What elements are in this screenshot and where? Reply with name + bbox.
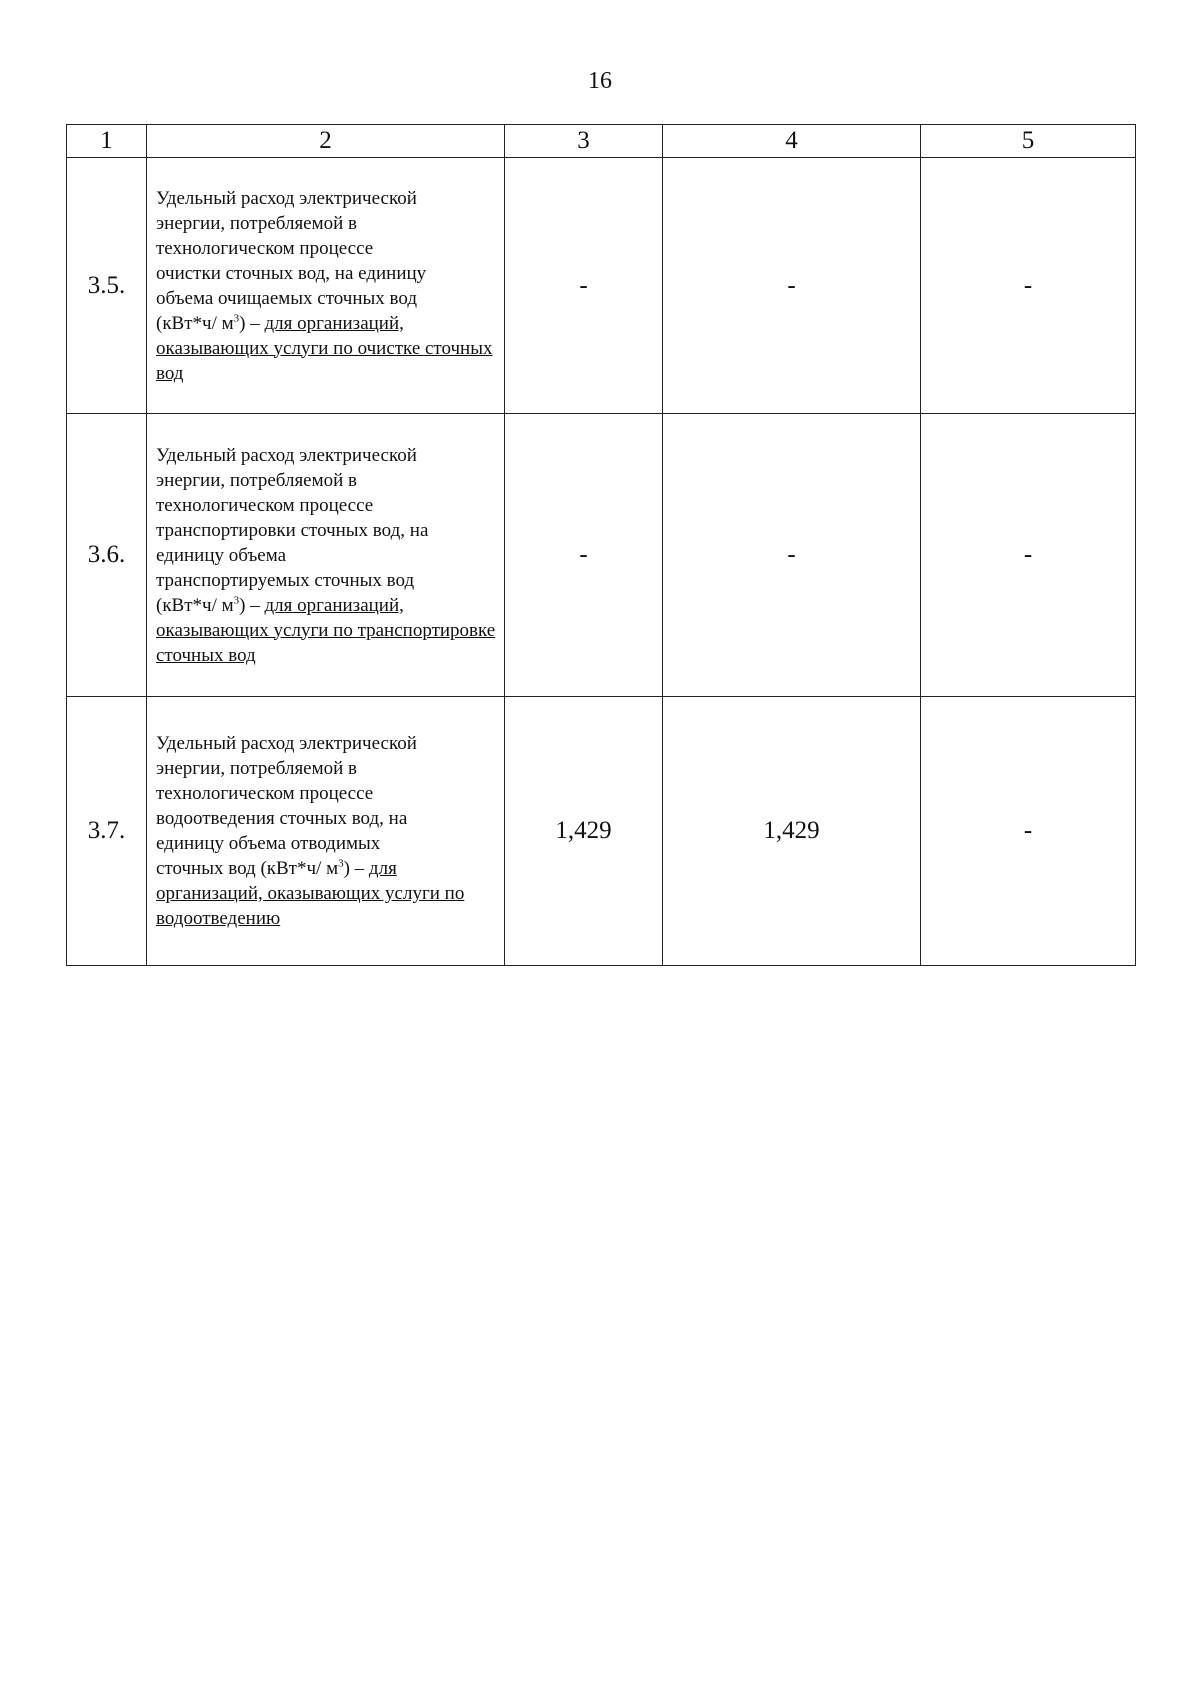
cell-col5: - <box>921 414 1136 697</box>
unit-superscript: 3 <box>233 312 240 325</box>
header-cell: 3 <box>505 125 663 158</box>
row-description <box>147 414 505 697</box>
desc-line: энергии, потребляемой в <box>156 469 358 491</box>
desc-line: единицу объема отводимых <box>156 833 381 854</box>
desc-underlined: для организаций, оказывающих услуги по водоотведению <box>156 858 465 929</box>
desc-underlined: для организаций, оказывающих услуги по транспортировке сточных вод <box>156 594 496 666</box>
page-number: 16 <box>588 68 612 94</box>
header-cell: 2 <box>147 125 505 158</box>
desc-line: энергии, потребляемой в <box>156 212 358 234</box>
data-table <box>66 124 1136 966</box>
desc-line: энергии, потребляемой в <box>156 758 358 779</box>
table-row <box>67 697 1136 966</box>
row-description <box>147 697 505 966</box>
row-description <box>147 158 505 414</box>
unit-superscript: 3 <box>233 594 240 607</box>
header-cell: 5 <box>921 125 1136 158</box>
desc-line: объема очищаемых сточных вод <box>156 287 417 309</box>
desc-unit-tail: ) – <box>343 858 369 879</box>
table-row <box>67 158 1136 414</box>
desc-line: единицу объема <box>156 544 287 566</box>
desc-line: Удельный расход электрической <box>156 733 417 754</box>
row-number: 3.6. <box>67 414 147 697</box>
cell-col3: - <box>505 158 663 414</box>
desc-unit: (кВт*ч/ м <box>156 594 234 616</box>
header-cell: 1 <box>67 125 147 158</box>
cell-col4: - <box>663 158 921 414</box>
header-cell: 4 <box>663 125 921 158</box>
row-number: 3.5. <box>67 158 147 414</box>
desc-line: технологическом процессе <box>156 494 374 516</box>
cell-col4: - <box>663 414 921 697</box>
desc-line: транспортируемых сточных вод <box>156 569 415 591</box>
desc-line: технологическом процессе <box>156 237 374 259</box>
desc-line: Удельный расход электрической <box>156 187 417 209</box>
row-number: 3.7. <box>67 697 147 966</box>
desc-unit: (кВт*ч/ м <box>156 312 234 334</box>
desc-line: водоотведения сточных вод, на <box>156 808 408 829</box>
desc-line: технологическом процессе <box>156 783 374 804</box>
table-header-row <box>67 125 1136 158</box>
cell-col5: - <box>921 158 1136 414</box>
desc-line: очистки сточных вод, на единицу <box>156 262 427 284</box>
desc-line: транспортировки сточных вод, на <box>156 519 429 541</box>
cell-col5: - <box>921 697 1136 966</box>
desc-unit: сточных вод (кВт*ч/ м <box>156 858 339 879</box>
desc-unit-tail: ) – <box>239 312 265 334</box>
desc-line: Удельный расход электрической <box>156 444 417 466</box>
unit-superscript: 3 <box>338 857 344 870</box>
desc-unit-tail: ) – <box>239 594 265 616</box>
desc-underlined: для организаций, оказывающих услуги по очистке сточных вод <box>156 312 493 384</box>
cell-col4: 1,429 <box>663 697 921 966</box>
table-row <box>67 414 1136 697</box>
cell-col3: 1,429 <box>505 697 663 966</box>
cell-col3: - <box>505 414 663 697</box>
